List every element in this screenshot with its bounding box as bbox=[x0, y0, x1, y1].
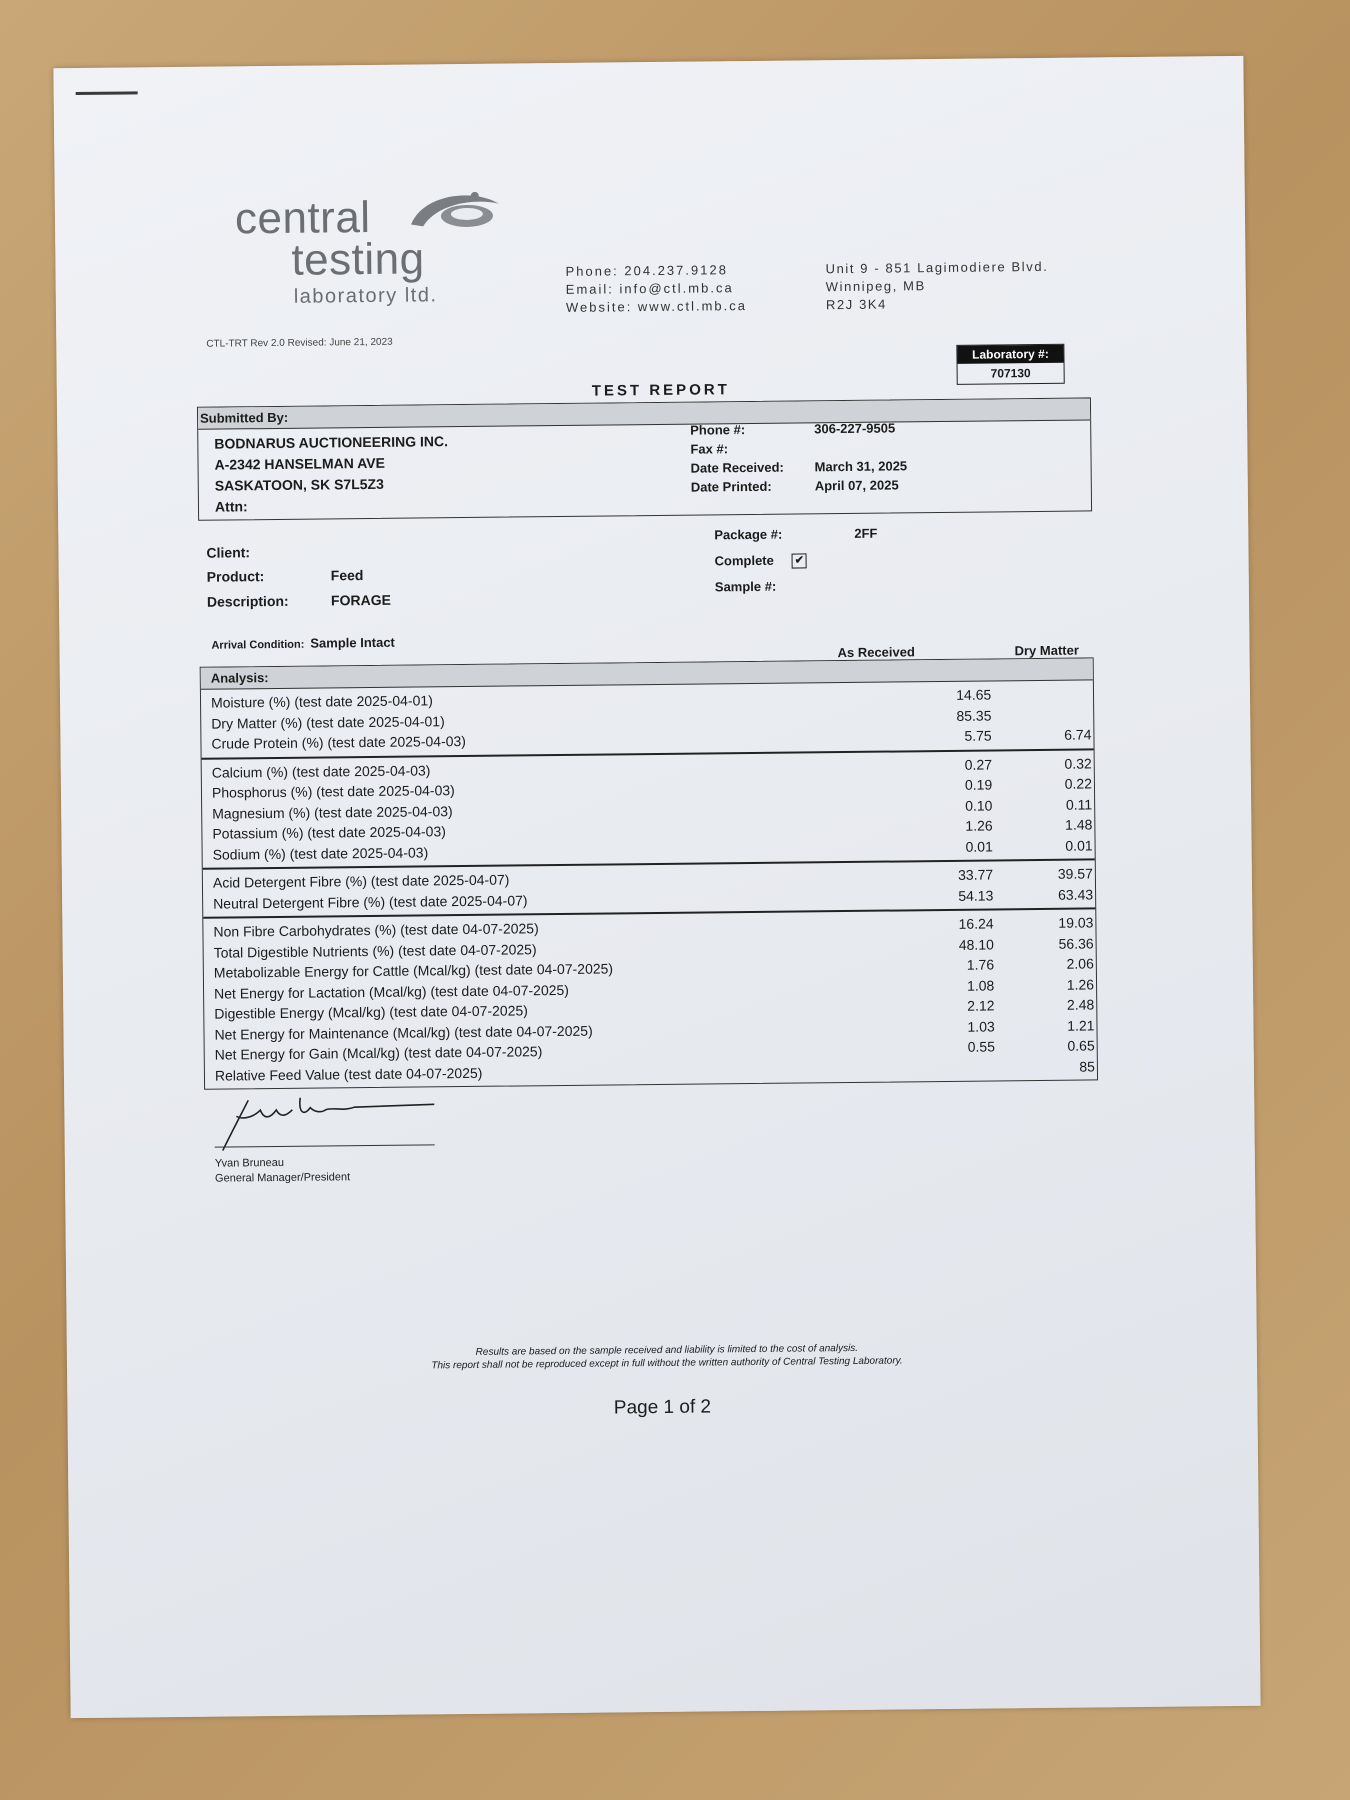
analysis-name-cell: Moisture (%) (test date 2025-04-01) bbox=[210, 692, 433, 711]
report-title: TEST REPORT bbox=[591, 381, 730, 400]
dry-matter-cell: 0.65 bbox=[1067, 1037, 1095, 1054]
as-received-cell bbox=[813, 1057, 995, 1079]
as-received-cell: 48.10 bbox=[958, 935, 994, 953]
dry-matter-cell: 1.21 bbox=[1067, 1016, 1095, 1034]
company-name: BODNARUS AUCTIONEERING INC. bbox=[214, 433, 449, 452]
as-received-header: As Received bbox=[837, 644, 915, 661]
submitted-by-box bbox=[197, 397, 1092, 520]
submitter-address bbox=[214, 431, 448, 517]
phone-line: Phone: 204.237.9128 bbox=[565, 262, 728, 279]
analysis-name-cell: Neutral Detergent Fibre (%) (test date 2025-04-07) bbox=[213, 891, 528, 912]
analysis-heading: Analysis: bbox=[201, 658, 1093, 689]
dry-matter-header: Dry Matter bbox=[1014, 642, 1079, 659]
date-printed-value: April 07, 2025 bbox=[814, 477, 899, 494]
dry-matter-cell: 2.06 bbox=[1066, 955, 1094, 972]
as-received-cell: 0.10 bbox=[965, 796, 993, 814]
website-line: Website: www.ctl.mb.ca bbox=[565, 298, 748, 315]
package-label: Package #: bbox=[714, 526, 783, 543]
as-received-cell: 85.35 bbox=[956, 706, 992, 724]
company-logo bbox=[234, 192, 526, 309]
analysis-name-cell: Potassium (%) (test date 2025-04-03) bbox=[212, 823, 446, 842]
lab-number-value: 707130 bbox=[990, 366, 1031, 381]
logo-line-1: central bbox=[234, 192, 371, 244]
analysis-name-cell: Non Fibre Carbohydrates (%) (test date 04-07-2025) bbox=[213, 920, 539, 940]
as-received-cell: 14.65 bbox=[956, 686, 992, 703]
product-label: Product: bbox=[206, 568, 265, 585]
as-received-cell: 0.19 bbox=[964, 776, 993, 793]
dry-matter-cell: 1.48 bbox=[1065, 816, 1093, 833]
dry-matter-cell: 0.32 bbox=[1064, 754, 1092, 772]
analysis-name-cell: Metabolizable Energy for Cattle (Mcal/kg) (test date 04-07-2025) bbox=[213, 960, 614, 981]
street-address: A-2342 HANSELMAN AVE bbox=[214, 454, 386, 473]
logo-line-2: testing bbox=[291, 234, 425, 285]
dry-matter-cell: 0.11 bbox=[1065, 795, 1093, 813]
analysis-name-cell: Phosphorus (%) (test date 2025-04-03) bbox=[211, 782, 455, 801]
lab-number-box bbox=[956, 344, 1064, 385]
description-value: FORAGE bbox=[330, 591, 391, 609]
description-label: Description: bbox=[206, 592, 289, 610]
page-number: Page 1 of 2 bbox=[613, 1396, 712, 1419]
analysis-name-cell: Sodium (%) (test date 2025-04-03) bbox=[212, 843, 429, 863]
analysis-table bbox=[200, 657, 1098, 1089]
address-line-1: Unit 9 - 851 Lagimodiere Blvd. bbox=[825, 258, 1049, 277]
analysis-name-cell: Net Energy for Gain (Mcal/kg) (test date 04-07-2025) bbox=[214, 1043, 543, 1063]
arrival-condition bbox=[211, 635, 395, 652]
footer-disclaimer bbox=[267, 1340, 1067, 1374]
analysis-name-cell: Calcium (%) (test date 2025-04-03) bbox=[211, 761, 431, 781]
product-value: Feed bbox=[330, 567, 364, 584]
dry-matter-cell: 19.03 bbox=[1058, 914, 1094, 931]
city-line: SASKATOON, SK S7L5Z3 bbox=[214, 475, 384, 494]
logo-line-3: laboratory ltd. bbox=[293, 284, 438, 308]
client-label: Client: bbox=[206, 544, 251, 561]
as-received-cell: 0.01 bbox=[965, 837, 993, 855]
arrival-label: Arrival Condition: bbox=[211, 638, 305, 652]
attn-line: Attn: bbox=[214, 498, 248, 515]
address-block bbox=[825, 258, 1048, 314]
as-received-cell: 2.12 bbox=[967, 997, 995, 1014]
complete-row bbox=[715, 552, 807, 569]
as-received-cell: 0.55 bbox=[967, 1038, 996, 1055]
analysis-group bbox=[201, 680, 1094, 759]
address-line-3: R2J 3K4 bbox=[825, 296, 888, 313]
analysis-name-cell: Digestible Energy (Mcal/kg) (test date 04-07-2025) bbox=[214, 1002, 528, 1022]
signatory-title: General Manager/President bbox=[214, 1171, 351, 1185]
analysis-name-cell: Dry Matter (%) (test date 2025-04-01) bbox=[211, 712, 445, 732]
dry-matter-cell bbox=[991, 683, 1093, 705]
contact-block bbox=[565, 261, 747, 317]
disclaimer-line-1: Results are based on the sample received and liability is limited to the cost of analysis. bbox=[475, 1342, 859, 1358]
analysis-name-cell: Magnesium (%) (test date 2025-04-03) bbox=[212, 802, 453, 822]
analysis-name-cell: Acid Detergent Fibre (%) (test date 2025-04-07) bbox=[212, 871, 510, 891]
fax-label: Fax #: bbox=[690, 441, 729, 457]
signatory-name: Yvan Bruneau bbox=[214, 1156, 285, 1170]
date-printed-label: Date Printed: bbox=[690, 478, 772, 495]
revision-note: CTL-TRT Rev 2.0 Revised: June 21, 2023 bbox=[206, 336, 393, 350]
as-received-cell: 33.77 bbox=[957, 866, 994, 883]
analysis-groups bbox=[201, 680, 1097, 1088]
dry-matter-cell bbox=[991, 704, 1093, 726]
analysis-name-cell: Crude Protein (%) (test date 2025-04-03) bbox=[211, 732, 467, 752]
dry-matter-cell: 0.22 bbox=[1064, 775, 1093, 792]
email-line: Email: info@ctl.mb.ca bbox=[565, 280, 734, 297]
dry-matter-cell: 1.26 bbox=[1066, 975, 1095, 993]
dry-matter-cell: 85 bbox=[1079, 1057, 1095, 1075]
analysis-name-cell: Net Energy for Lactation (Mcal/kg) (test date 04-07-2025) bbox=[214, 981, 569, 1002]
as-received-cell: 54.13 bbox=[958, 886, 994, 904]
sample-label: Sample #: bbox=[714, 578, 777, 595]
submitter-details bbox=[690, 418, 907, 496]
logo-swoosh-icon bbox=[403, 181, 514, 242]
dry-matter-cell: 2.48 bbox=[1066, 996, 1095, 1013]
submitted-by-heading: Submitted By: bbox=[198, 398, 1090, 429]
pencil-mark bbox=[76, 91, 138, 95]
analysis-name-cell: Relative Feed Value (test date 04-07-2025) bbox=[214, 1064, 483, 1084]
lab-number-label: Laboratory #: bbox=[957, 345, 1063, 364]
address-line-2: Winnipeg, MB bbox=[825, 278, 926, 295]
as-received-cell: 0.27 bbox=[964, 755, 993, 773]
dry-matter-cell: 39.57 bbox=[1057, 865, 1093, 882]
as-received-cell: 1.26 bbox=[965, 817, 993, 834]
signatory bbox=[215, 1155, 350, 1186]
complete-checkbox[interactable]: ✔ bbox=[792, 553, 807, 568]
as-received-cell: 1.03 bbox=[967, 1017, 995, 1035]
dry-matter-cell: 63.43 bbox=[1057, 885, 1094, 903]
dry-matter-cell: 0.01 bbox=[1065, 836, 1093, 854]
analysis-group bbox=[203, 909, 1097, 1088]
analysis-group bbox=[202, 750, 1095, 870]
phone-value: 306-227-9505 bbox=[814, 420, 896, 437]
date-received-value: March 31, 2025 bbox=[814, 458, 908, 475]
complete-label: Complete bbox=[714, 552, 774, 569]
as-received-cell: 5.75 bbox=[964, 727, 992, 744]
disclaimer-line-2: This report shall not be reproduced except in full without the written authority of Central Testing Laboratory. bbox=[431, 1355, 903, 1372]
analysis-name-cell: Total Digestible Nutrients (%) (test date 04-07-2025) bbox=[213, 940, 537, 961]
phone-label: Phone #: bbox=[690, 422, 746, 438]
date-received-label: Date Received: bbox=[690, 459, 784, 476]
dry-matter-cell: 6.74 bbox=[1064, 726, 1092, 743]
as-received-cell: 16.24 bbox=[958, 915, 994, 932]
as-received-cell: 1.08 bbox=[966, 976, 995, 994]
analysis-name-cell: Net Energy for Maintenance (Mcal/kg) (test date 04-07-2025) bbox=[214, 1022, 593, 1043]
arrival-value: Sample Intact bbox=[310, 634, 395, 651]
dry-matter-cell: 56.36 bbox=[1058, 934, 1094, 952]
report-page bbox=[53, 56, 1260, 1718]
package-value: 2FF bbox=[854, 525, 878, 541]
as-received-cell: 1.76 bbox=[966, 956, 995, 973]
